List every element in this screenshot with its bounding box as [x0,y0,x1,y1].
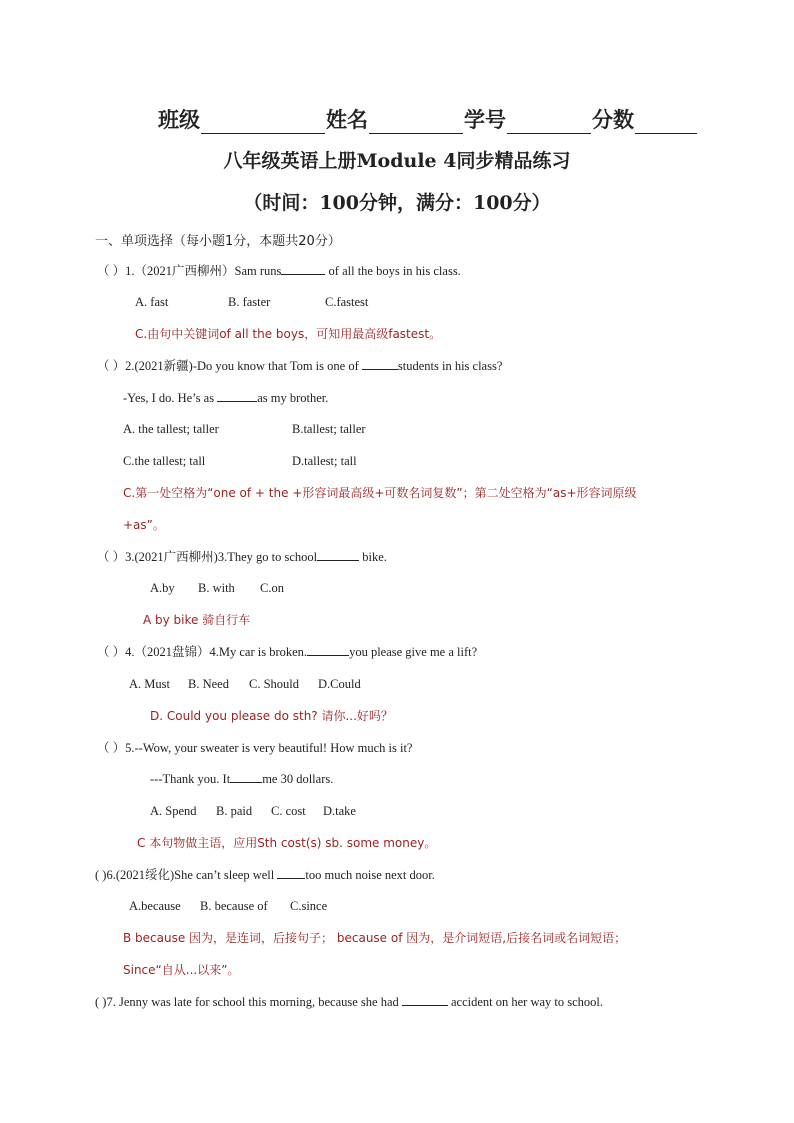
fill-blank[interactable] [317,549,359,561]
number-blank[interactable] [507,113,591,134]
question-1: （ ）1.（2021广西柳州）Sam runs of all the boys in his class. [97,264,461,278]
q3-option-c: C.on [260,581,284,595]
fill-blank[interactable] [281,263,325,275]
question-5: （ ）5.--Wow, your sweater is very beautiful! How much is it? [97,741,413,755]
question-2: （ ）2.(2021新疆)-Do you know that Tom is one of students in his class? [97,359,503,373]
q2-answer-line1: C.第一处空格为“one of + the +形容词最高级+可数名词复数”；第二处空格为“as+形容词原级 [123,486,637,500]
name-blank[interactable] [369,113,463,134]
q3-option-a: A.by [150,581,175,595]
student-info-header [158,104,698,134]
score-label: 分数 [592,107,634,132]
q6-option-b: B. because of [200,899,268,913]
question-3: （ ）3.(2021广西柳州)3.They go to school bike. [97,550,387,564]
q4-answer: D. Could you please do sth? 请你...好吗？ [150,709,393,723]
q6-option-a: A.because [129,899,181,913]
q6-answer-line2: Since“自从...以来”。 [123,963,240,977]
q4-option-c: C. Should [249,677,300,691]
section-heading: 一、单项选择（每小题1分，本题共20分） [95,234,341,249]
page-title: 八年级英语上册Module 4同步精品练习 [223,150,571,172]
q6-answer-line1: B because 因为，是连词，后接句子； because of 因为，是介词短语,后接名词或名词短语； [123,931,627,945]
question-7: ( )7. Jenny was late for school this morning, because she had accident on her way to school. [95,995,604,1009]
class-blank[interactable] [201,113,325,134]
q5-option-c: C. cost [271,804,306,818]
q3-answer: A by bike 骑自行车 [143,613,251,627]
q2-answer-line2: +as”。 [123,518,165,532]
q1-option-b: B. faster [228,295,271,309]
answer-paren[interactable]: （ ） [97,645,126,659]
fill-blank[interactable] [277,867,305,879]
q2-option-b: B.tallest; taller [292,422,366,436]
answer-paren[interactable]: （ ） [97,741,126,755]
q1-option-c: C.fastest [325,295,369,309]
answer-paren[interactable]: ( ) [95,868,107,882]
name-label: 姓名 [326,107,368,132]
q2-option-d: D.tallest; tall [292,454,357,468]
q5-option-b: B. paid [216,804,253,818]
answer-paren[interactable]: ( ) [95,995,107,1009]
question-4: （ ）4.（2021盘锦）4.My car is broken. you please give me a lift? [97,645,478,659]
fill-blank[interactable] [307,644,349,656]
q2-option-a: A. the tallest; taller [123,422,219,436]
q1-answer: C.由句中关键词of all the boys，可知用最高级fastest。 [135,327,442,341]
q6-option-c: C.since [290,899,328,913]
number-label: 学号 [464,107,506,132]
q3-option-b: B. with [198,581,235,595]
score-blank[interactable] [635,113,697,134]
question-5-line2: ---Thank you. It me 30 dollars. [150,772,334,786]
answer-paren[interactable]: （ ） [97,550,126,564]
fill-blank[interactable] [362,358,398,370]
fill-blank[interactable] [402,994,448,1006]
question-2-line2: -Yes, I do. He’s as as my brother. [123,391,329,405]
question-6: ( )6.(2021绥化)She can’t sleep well too much noise next door. [95,868,435,882]
answer-paren[interactable]: （ ） [97,359,126,373]
q4-option-a: A. Must [129,677,170,691]
fill-blank[interactable] [230,771,262,783]
page-subtitle: （时间：100分钟，满分：100分） [243,192,551,214]
class-label: 班级 [158,107,200,132]
fill-blank[interactable] [217,390,257,402]
q5-option-a: A. Spend [150,804,197,818]
answer-paren[interactable]: （ ） [97,264,126,278]
q5-answer: C 本句物做主语，应用Sth cost(s) sb. some money。 [137,836,437,850]
q2-option-c: C.the tallest; tall [123,454,206,468]
q4-option-b: B. Need [188,677,229,691]
q5-option-d: D.take [323,804,356,818]
q1-option-a: A. fast [135,295,169,309]
q4-option-d: D.Could [318,677,361,691]
